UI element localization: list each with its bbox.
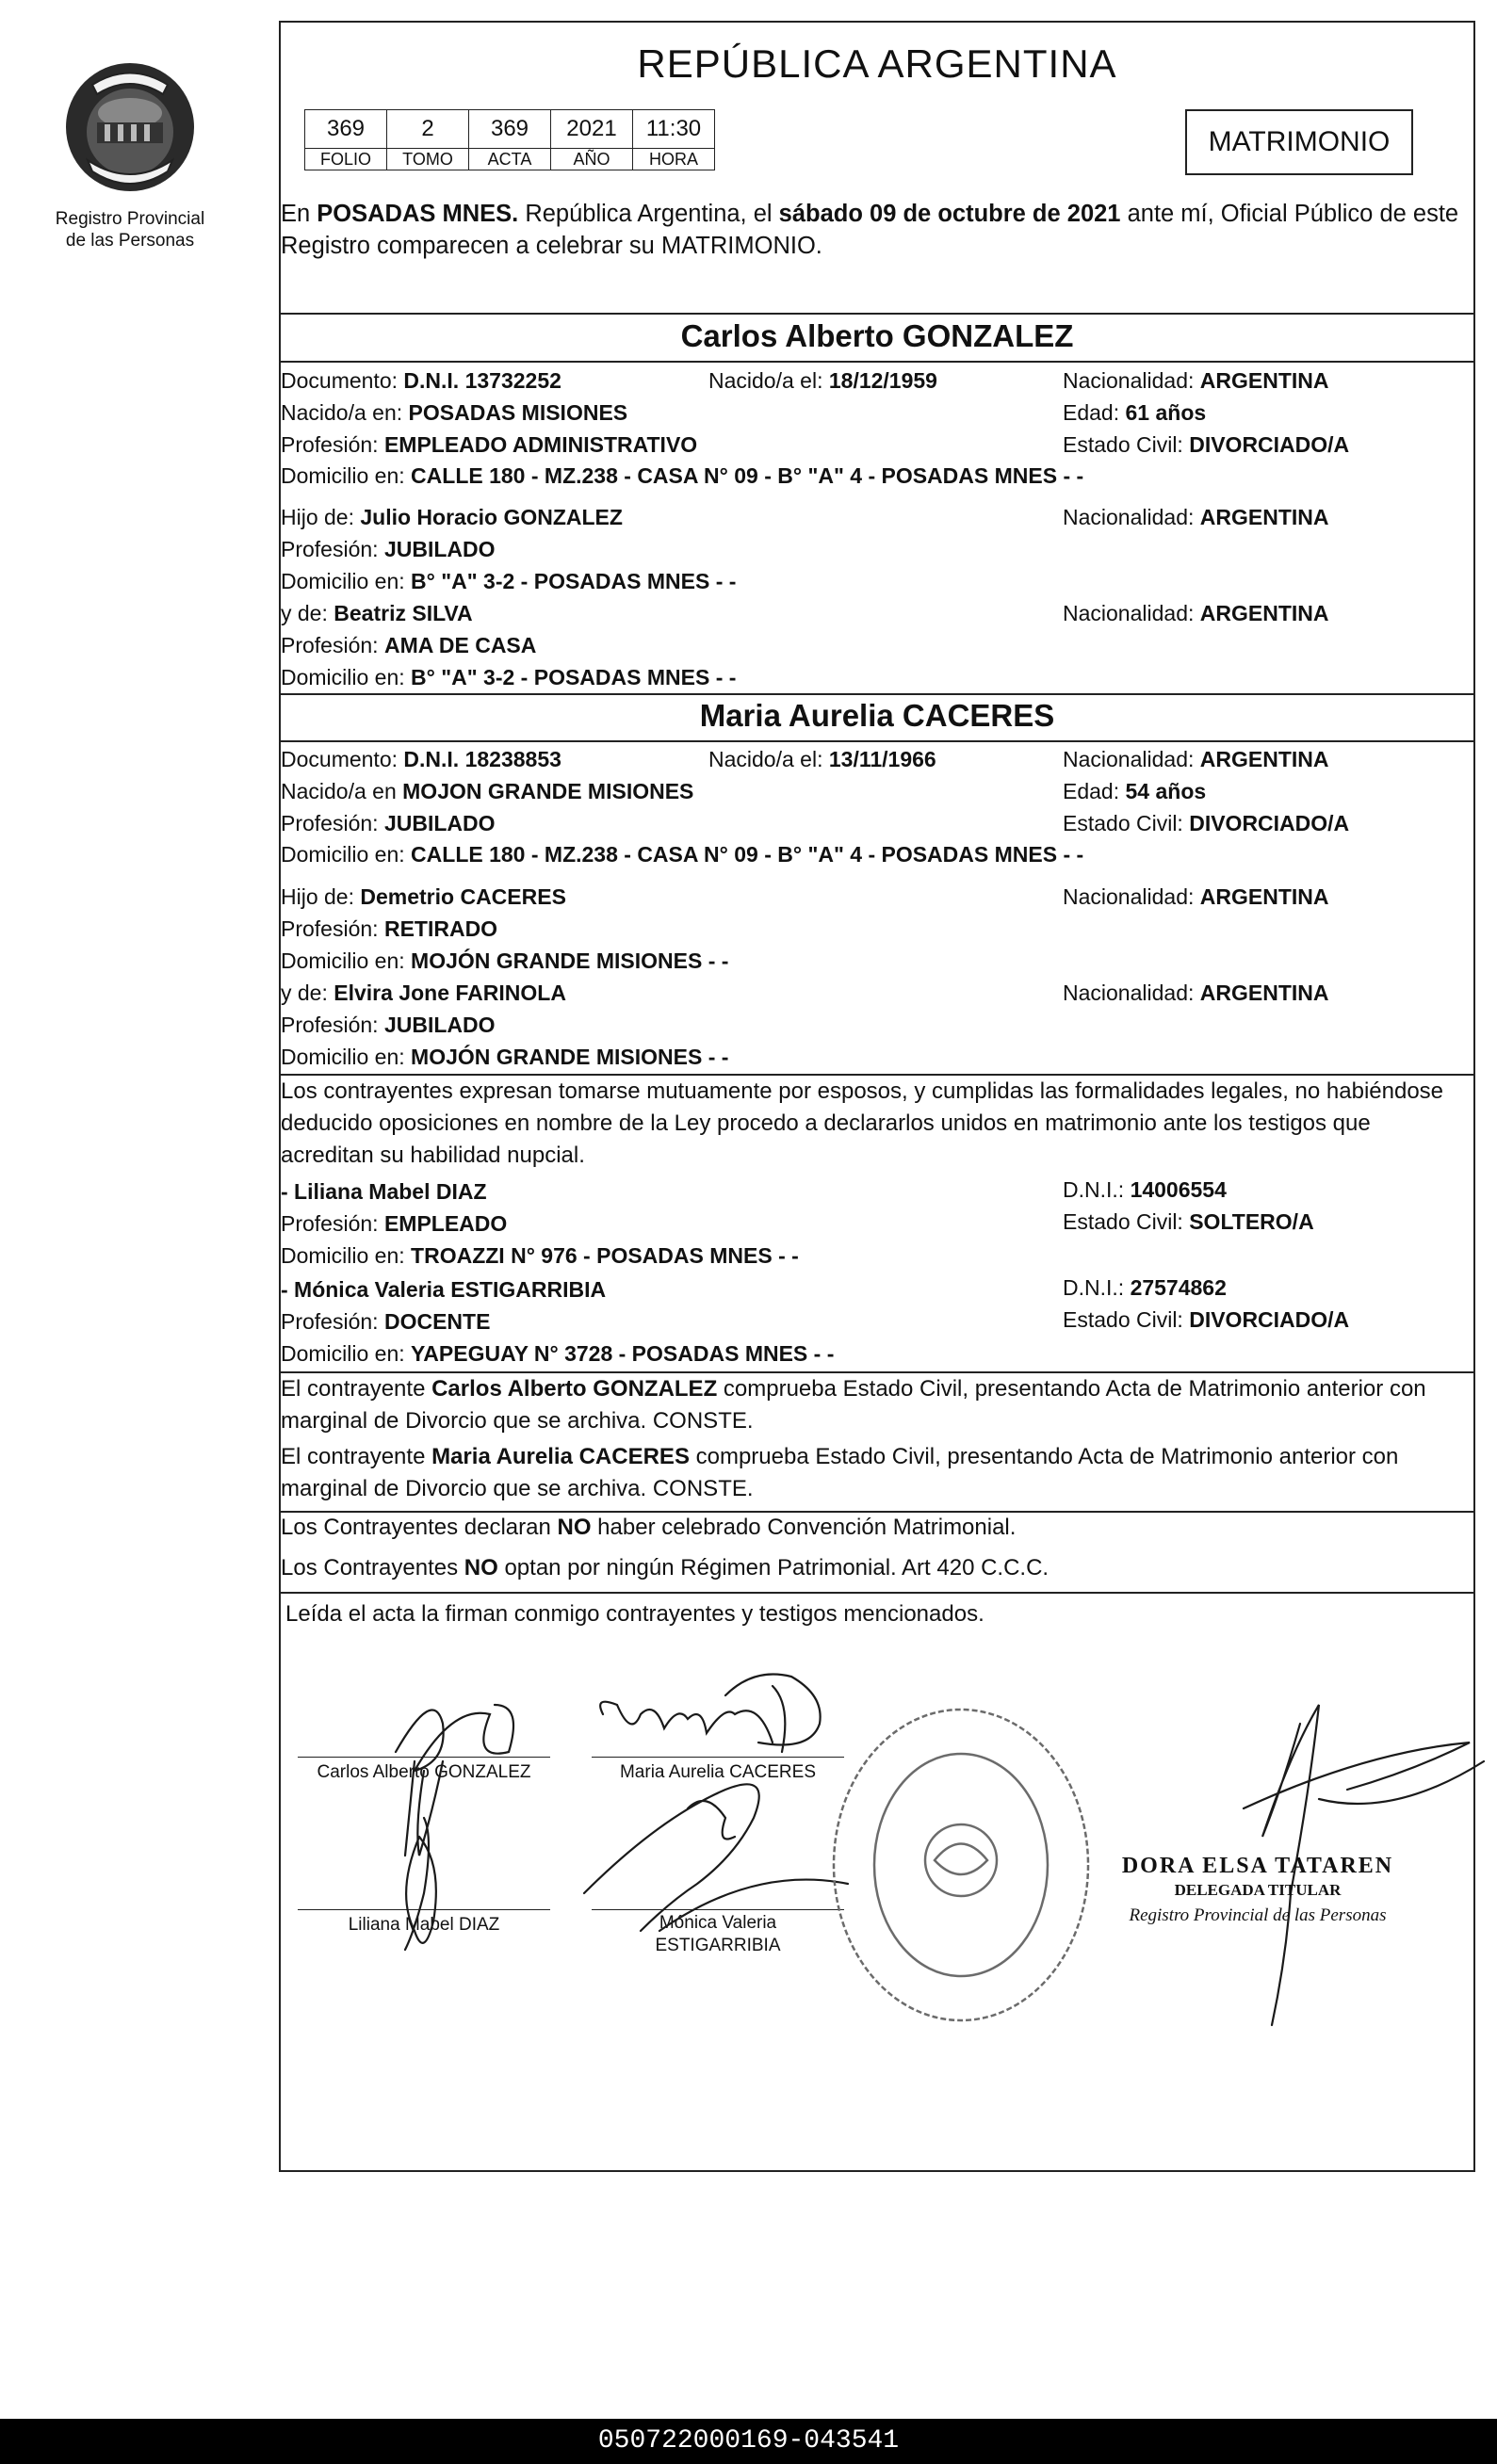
spouse1-name-heading: Carlos Alberto GONZALEZ — [680, 318, 1074, 353]
divider — [279, 313, 1475, 315]
witness2-address: Domicilio en: YAPEGUAY N° 3728 - POSADAS MNES - - — [281, 1341, 835, 1366]
witness1-address: Domicilio en: TROAZZI N° 976 - POSADAS MNES - - — [281, 1243, 799, 1268]
hora-value: 11:30 — [633, 110, 715, 149]
tomo-value: 2 — [387, 110, 469, 149]
divider — [279, 1592, 1475, 1594]
hora-label: HORA — [633, 149, 715, 170]
spouse2-address: Domicilio en: CALLE 180 - MZ.238 - CASA N° 09 - B° "A" 4 - POSADAS MNES - - — [281, 842, 1084, 867]
anio-value: 2021 — [551, 110, 633, 149]
spouse1-mother-nationality: Nacionalidad: ARGENTINA — [1063, 601, 1329, 625]
official-role: DELEGADA TITULAR — [1174, 1881, 1342, 1899]
signature-line — [298, 1909, 550, 1910]
spouse1-document: Documento: D.N.I. 13732252 — [281, 368, 561, 393]
document-code-bar: 050722000169-043541 — [0, 2419, 1497, 2464]
divider — [279, 740, 1475, 742]
witness1-civil-status: Estado Civil: SOLTERO/A — [1063, 1209, 1314, 1234]
spouse2-father: Hijo de: Demetrio CACERES — [281, 884, 566, 909]
registry-logo — [36, 57, 224, 251]
declaration-paragraph: Los contrayentes expresan tomarse mutuamente por esposos, y cumplidas las formalidades legales, no habiéndose deducido oposiciones en nombre de la Ley procedo a declararlos unidos en matrimonio ante los testigos que acreditan su habilidad nupcial. — [281, 1078, 1444, 1168]
signature-name-spouse2: Maria Aurelia CACERES — [619, 1762, 817, 1782]
spouse2-mother: y de: Elvira Jone FARINOLA — [281, 981, 566, 1005]
signature-name-witness1: Liliana Mabel DIAZ — [348, 1915, 500, 1935]
spouse2-mother-address: Domicilio en: MOJÓN GRANDE MISIONES - - — [281, 1045, 729, 1069]
spouse2-civil-status: Estado Civil: DIVORCIADO/A — [1063, 811, 1350, 835]
witness2-name: - Mónica Valeria ESTIGARRIBIA — [281, 1277, 607, 1302]
spouse1-birthdate: Nacido/a el: 18/12/1959 — [708, 368, 937, 393]
spouse1-mother-profession: Profesión: AMA DE CASA — [281, 633, 537, 657]
folio-value: 369 — [305, 110, 387, 149]
note-spouse2: El contrayente Maria Aurelia CACERES comprueba Estado Civil, presentando Acta de Matrimonio anterior con marginal de Divorcio que se archiva. CONSTE. — [281, 1444, 1399, 1501]
official-stamp — [1116, 1854, 1399, 1926]
official-office: Registro Provincial de las Personas — [1129, 1905, 1387, 1925]
folio-label: FOLIO — [305, 149, 387, 170]
document-title: REPÚBLICA ARGENTINA — [637, 41, 1117, 86]
spouse1-nationality: Nacionalidad: ARGENTINA — [1063, 368, 1329, 393]
spouse1-father-nationality: Nacionalidad: ARGENTINA — [1063, 505, 1329, 529]
signature-line — [592, 1757, 844, 1758]
spouse2-mother-nationality: Nacionalidad: ARGENTINA — [1063, 981, 1329, 1005]
acta-label: ACTA — [469, 149, 551, 170]
spouse2-father-profession: Profesión: RETIRADO — [281, 916, 498, 941]
anio-label: AÑO — [551, 149, 633, 170]
witness1-dni: D.N.I.: 14006554 — [1063, 1177, 1227, 1202]
note-spouse1: El contrayente Carlos Alberto GONZALEZ comprueba Estado Civil, presentando Acta de Matrimonio anterior con marginal de Divorcio que se archiva. CONSTE. — [281, 1376, 1426, 1434]
spouse1-mother: y de: Beatriz SILVA — [281, 601, 473, 625]
logo-caption-line1: Registro Provincial — [55, 209, 205, 229]
note-regime: Los Contrayentes NO optan por ningún Régimen Patrimonial. Art 420 C.C.C. — [281, 1555, 1050, 1581]
spouse2-birthplace: Nacido/a en MOJON GRANDE MISIONES — [281, 779, 694, 803]
spouse2-mother-profession: Profesión: JUBILADO — [281, 1013, 496, 1037]
closing-statement: Leída el acta la firman conmigo contrayentes y testigos mencionados. — [285, 1601, 984, 1627]
spouse2-profession: Profesión: JUBILADO — [281, 811, 496, 835]
spouse1-civil-status: Estado Civil: DIVORCIADO/A — [1063, 432, 1350, 457]
spouse1-father: Hijo de: Julio Horacio GONZALEZ — [281, 505, 623, 529]
spouse2-nationality: Nacionalidad: ARGENTINA — [1063, 747, 1329, 771]
tomo-label: TOMO — [387, 149, 469, 170]
spouse1-father-address: Domicilio en: B° "A" 3-2 - POSADAS MNES - - — [281, 569, 737, 593]
spouse2-document: Documento: D.N.I. 18238853 — [281, 747, 561, 771]
divider — [279, 693, 1475, 695]
spouse2-father-address: Domicilio en: MOJÓN GRANDE MISIONES - - — [281, 948, 729, 973]
spouse1-birthplace: Nacido/a en: POSADAS MISIONES — [281, 400, 628, 425]
witness2-dni: D.N.I.: 27574862 — [1063, 1275, 1227, 1300]
witness2-civil-status: Estado Civil: DIVORCIADO/A — [1063, 1307, 1350, 1332]
spouse2-name-heading: Maria Aurelia CACERES — [699, 698, 1055, 733]
spouse2-birthdate: Nacido/a el: 13/11/1966 — [708, 747, 936, 771]
spouse1-mother-address: Domicilio en: B° "A" 3-2 - POSADAS MNES - - — [281, 665, 737, 689]
signature-line — [298, 1757, 550, 1758]
record-type-box: MATRIMONIO — [1185, 109, 1413, 175]
witness1-name: - Liliana Mabel DIAZ — [281, 1179, 487, 1204]
official-name: DORA ELSA TATAREN — [1121, 1854, 1394, 1878]
signature-line — [592, 1909, 844, 1910]
spouse1-father-profession: Profesión: JUBILADO — [281, 537, 496, 561]
spouse2-father-nationality: Nacionalidad: ARGENTINA — [1063, 884, 1329, 909]
signature-name-spouse1: Carlos Alberto GONZALEZ — [317, 1762, 531, 1782]
divider — [279, 361, 1475, 363]
record-info-table — [304, 109, 715, 170]
misiones-coat-of-arms-icon — [59, 57, 201, 198]
note-convention: Los Contrayentes declaran NO haber celebrado Convención Matrimonial. — [281, 1515, 1017, 1540]
spouse1-age: Edad: 61 años — [1063, 400, 1207, 425]
intro-paragraph: En POSADAS MNES. República Argentina, el sábado 09 de octubre de 2021 ante mí, Oficial Público de este Registro comparecen a celebrar su MATRIMONIO. — [281, 201, 1459, 259]
witness1-profession: Profesión: EMPLEADO — [281, 1211, 508, 1236]
spouse2-age: Edad: 54 años — [1063, 779, 1207, 803]
signature-name-witness2: Mónica Valeria ESTIGARRIBIA — [655, 1913, 781, 1955]
spouse1-profession: Profesión: EMPLEADO ADMINISTRATIVO — [281, 432, 698, 457]
witness2-profession: Profesión: DOCENTE — [281, 1309, 491, 1334]
spouse1-address: Domicilio en: CALLE 180 - MZ.238 - CASA N° 09 - B° "A" 4 - POSADAS MNES - - — [281, 463, 1084, 488]
logo-caption-line2: de las Personas — [65, 231, 195, 251]
acta-value: 369 — [469, 110, 551, 149]
